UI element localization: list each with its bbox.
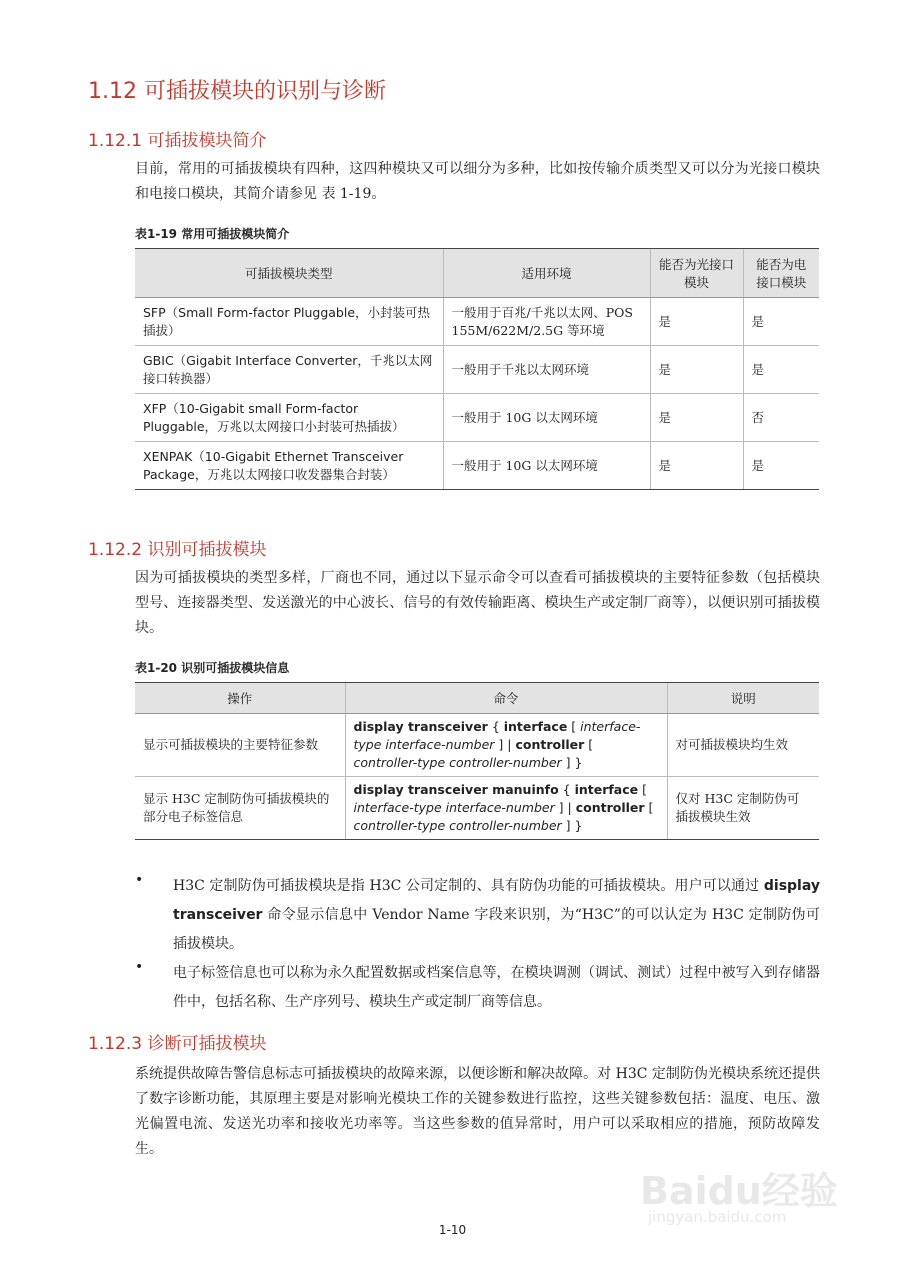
table-cell: 是 bbox=[650, 298, 743, 346]
table-cell: 否 bbox=[743, 394, 819, 442]
table-cell: 是 bbox=[650, 346, 743, 394]
bullet-dot: • bbox=[135, 959, 144, 975]
intro-paragraph: 目前，常用的可插拔模块有四种，这四种模块又可以细分为多种，比如按传输介质类型又可以分为光接口模块和电接口模块，其简介请参见 表 1-19。 bbox=[135, 161, 820, 202]
bullet-text-part: H3C 定制防伪可插拔模块是指 H3C 公司定制的、具有防伪功能的可插拔模块。用户可以通过 bbox=[173, 878, 764, 894]
table-cell: 一般用于 10G 以太网环境 bbox=[443, 442, 650, 490]
command-keyword: controller bbox=[515, 737, 585, 752]
identify-paragraph: 因为可插拔模块的类型多样，厂商也不同，通过以下显示命令可以查看可插拔模块的主要特征参数（包括模块型号、连接器类型、发送激光的中心波长、信号的有效传输距离、模块生产或定制厂商等），以便识别可插拔模块。 bbox=[135, 570, 820, 636]
table-cell-description: 对可插拔模块均生效 bbox=[667, 714, 819, 777]
table-cell: 是 bbox=[650, 442, 743, 490]
table-cell: XFP（10-Gigabit small Form-factor Pluggable，万兆以太网接口小封装可热插拔） bbox=[135, 394, 443, 442]
command-keyword: interface bbox=[503, 719, 568, 734]
subsection-title-2: 1.12.2 识别可插拔模块 bbox=[88, 540, 267, 560]
command-argument: interface-type interface-number bbox=[353, 800, 555, 815]
table-row bbox=[135, 777, 819, 840]
page-number: 1-10 bbox=[438, 1223, 467, 1237]
table-cell: 一般用于百兆/千兆以太网、POS 155M/622M/2.5G 等环境 bbox=[443, 298, 650, 346]
table-cell: 是 bbox=[743, 442, 819, 490]
table-caption-2: 表1-20 识别可插拔模块信息 bbox=[135, 661, 290, 675]
syntax-text: ] } bbox=[561, 818, 583, 833]
table-cell-operation: 显示可插拔模块的主要特征参数 bbox=[135, 714, 345, 777]
syntax-text: [ bbox=[584, 737, 594, 752]
table-cell: 一般用于千兆以太网环境 bbox=[443, 346, 650, 394]
syntax-text: ] | bbox=[494, 737, 516, 752]
syntax-text: [ bbox=[638, 782, 647, 797]
command-keyword: interface bbox=[574, 782, 639, 797]
command-argument: controller-type controller-number bbox=[353, 818, 562, 833]
header-cell: 能否为光接口模块 bbox=[650, 249, 743, 298]
table-row bbox=[135, 346, 819, 394]
header-cell: 命令 bbox=[345, 683, 667, 714]
diagnose-paragraph: 系统提供故障告警信息标志可插拔模块的故障来源，以便诊断和解决故障。对 H3C 定制防伪光模块系统还提供了数字诊断功能，其原理主要是对影响光模块工作的关键参数进行监控，这些关键参数包括：温度、电压、激光偏置电流、发送光功率和接收光功率等。当这些参数的值异常时，用户可以采取相应的措施，预防故障发生。 bbox=[135, 1066, 820, 1157]
table-cell-operation: 显示 H3C 定制防伪可插拔模块的部分电子标签信息 bbox=[135, 777, 345, 840]
table-row bbox=[135, 442, 819, 490]
bullet-text bbox=[173, 872, 820, 959]
table-cell: 是 bbox=[743, 346, 819, 394]
table-cell: SFP（Small Form-factor Pluggable，小封装可热插拔） bbox=[135, 298, 443, 346]
identify-commands-table bbox=[135, 682, 819, 840]
syntax-text: { bbox=[487, 719, 504, 734]
command-keyword: controller bbox=[575, 800, 645, 815]
header-cell: 能否为电接口模块 bbox=[743, 249, 819, 298]
table-cell: XENPAK（10-Gigabit Ethernet Transceiver Package，万兆以太网接口收发器集合封装） bbox=[135, 442, 443, 490]
watermark-url: jingyan.baidu.com bbox=[648, 1208, 787, 1226]
bullet-dot: • bbox=[135, 872, 144, 888]
table-cell-description: 仅对 H3C 定制防伪可插拔模块生效 bbox=[667, 777, 819, 840]
subsection-title-3: 1.12.3 诊断可插拔模块 bbox=[88, 1034, 267, 1054]
table-cell: GBIC（Gigabit Interface Converter，千兆以太网接口转换器） bbox=[135, 346, 443, 394]
syntax-text: ] } bbox=[561, 755, 583, 770]
command-argument: controller-type controller-number bbox=[353, 755, 562, 770]
command-keyword: display transceiver bbox=[173, 878, 820, 923]
table-row bbox=[135, 298, 819, 346]
table-cell: 是 bbox=[743, 298, 819, 346]
header-cell: 可插拔模块类型 bbox=[135, 249, 443, 298]
syntax-text: ] | bbox=[554, 800, 576, 815]
table-caption-1: 表1-19 常用可插拔模块简介 bbox=[135, 227, 290, 241]
table-row bbox=[135, 394, 819, 442]
subsection-title-1: 1.12.1 可插拔模块简介 bbox=[88, 131, 267, 151]
table-cell-command bbox=[345, 714, 667, 777]
watermark-logo: Baidu经验 bbox=[640, 1169, 838, 1213]
header-cell: 适用环境 bbox=[443, 249, 650, 298]
header-cell: 说明 bbox=[667, 683, 819, 714]
table-row bbox=[135, 714, 819, 777]
table-header-row bbox=[135, 249, 819, 298]
table-cell: 是 bbox=[650, 394, 743, 442]
table-cell: 一般用于 10G 以太网环境 bbox=[443, 394, 650, 442]
command-keyword: display transceiver manuinfo bbox=[353, 782, 559, 797]
table-header-row bbox=[135, 683, 819, 714]
command-keyword: display transceiver bbox=[353, 719, 488, 734]
command-argument: interface-type interface-number bbox=[353, 719, 641, 752]
module-types-table bbox=[135, 248, 819, 490]
section-title: 1.12 可插拔模块的识别与诊断 bbox=[88, 79, 386, 104]
syntax-text: { bbox=[558, 782, 575, 797]
syntax-text: [ bbox=[644, 800, 654, 815]
header-cell: 操作 bbox=[135, 683, 345, 714]
syntax-text: [ bbox=[567, 719, 581, 734]
bullet-text-part: 命令显示信息中 Vendor Name 字段来识别，为“H3C”的可以认定为 H3C 定制防伪可插拔模块。 bbox=[173, 907, 820, 952]
table-cell-command bbox=[345, 777, 667, 840]
bullet-text: 电子标签信息也可以称为永久配置数据或档案信息等，在模块调测（调试、测试）过程中被写入到存储器件中，包括名称、生产序列号、模块生产或定制厂商等信息。 bbox=[173, 965, 820, 1010]
